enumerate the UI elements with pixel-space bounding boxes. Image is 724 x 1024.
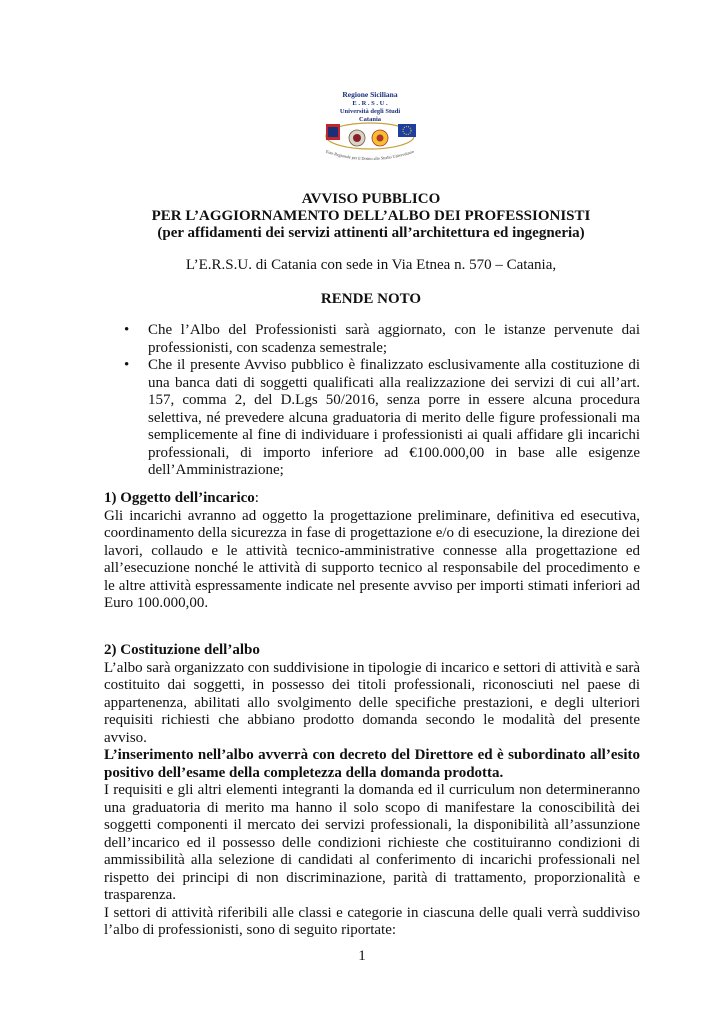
notice-title xyxy=(104,191,638,242)
title-line-2: PER L’AGGIORNAMENTO DELL’ALBO DEI PROFESSIONISTI xyxy=(151,208,591,224)
section-1-heading-row xyxy=(104,490,640,508)
logo-motto: Ente Regionale per il Diritto allo Studio Universitario xyxy=(325,148,415,162)
bullet-text: Che il presente Avviso pubblico è finalizzato esclusivamente alla costituzione di una banca dati di soggetti qualificati alla realizzazione dei servizi di cui all’art. 157, comma 2, del D.Lgs 50/2016, senza porre in essere alcuna procedura selettiva, né prevedere alcuna graduatoria di merito delle figure professionali ma semplicemente al fine di individuare i professionisti ai quali affidare gli incarichi professionali, di importo inferiore ad €100.000,00 in base alle esigenze dell’Amministrazione; xyxy=(148,357,640,478)
logo-line-1: Regione Siciliana xyxy=(342,90,398,99)
section-oggetto-incarico xyxy=(104,490,640,613)
section-2-paragraph-4: I settori di attività riferibili alle classi e categorie in ciascuna delle quali verrà suddiviso l’albo di professionisti, sono di seguito riportate: xyxy=(104,904,640,938)
logo-line-2: E . R . S . U . xyxy=(352,100,388,107)
title-line-3: (per affidamenti dei servizi attinenti all’architettura ed ingegneria) xyxy=(157,225,585,241)
section-2-paragraph-1: L’albo sarà organizzato con suddivisione in tipologie di incarico e settori di attività e sarà costituito dai soggetti, in possesso dei titoli professionali, riconosciuti nel paese di appartenenza, abilitati allo svolgimento delle specifiche prestazioni, e degli ulteriori requisiti richiesti che abbiano prodotto domanda secondo le modalità del presente avviso. xyxy=(104,659,640,746)
section-1-heading: 1) Oggetto dell’incarico xyxy=(104,490,255,506)
logo-line-4: Catania xyxy=(358,116,382,123)
intro-line: L’E.R.S.U. di Catania con sede in Via Etnea n. 570 – Catania, xyxy=(185,257,557,273)
page-number: 1 xyxy=(358,948,366,964)
bullet-item xyxy=(124,357,640,480)
rende-noto-heading: RENDE NOTO xyxy=(320,291,422,307)
bullet-item xyxy=(124,322,640,357)
region-shield-icon xyxy=(326,124,340,140)
logo-line-3: Università degli Studi xyxy=(339,108,401,115)
bullet-icon: • xyxy=(124,322,130,338)
section-1-body: Gli incarichi avranno ad oggetto la progettazione preliminare, definitiva ed esecutiva, coordinamento della sicurezza in fase di progettazione e/o di esecuzione, la direzione dei lavori, collaudo e le attività tecnico-amministrative connesse alla progettazione ed all’esecuzione nonché le attività di supporto tecnico al responsabile del procedimento e le altre attività espressamente indicate nel presente avviso per importi stimati inferiori ad Euro 100.000,00. xyxy=(104,507,640,611)
title-line-1: AVVISO PUBBLICO xyxy=(301,191,441,207)
bullet-text: Che l’Albo del Professionisti sarà aggiornato, con le istanze pervenute dai professionisti, con scadenza semestrale; xyxy=(148,322,640,356)
ersu-logo-graphic xyxy=(314,86,426,186)
eu-flag-icon xyxy=(398,124,416,137)
section-2-heading: 2) Costituzione dell’albo xyxy=(104,642,260,658)
ersu-logo xyxy=(314,86,426,186)
announcement-bullets xyxy=(124,322,640,480)
section-2-paragraph-bold: L’inserimento nell’albo avverrà con decreto del Direttore ed è subordinato all’esito positivo dell’esame della completezza della domanda prodotta. xyxy=(104,747,640,781)
section-1-heading-colon: : xyxy=(254,490,259,506)
section-2-paragraph-3: I requisiti e gli altri elementi integranti la domanda ed il curriculum non determineranno una graduatoria di merito ma hanno il solo scopo di manifestare la conoscibilità dei soggetti componenti il mercato dei servizi professionali, la disponibilità all’assunzione dell’incarico ed il possesso delle condizioni richieste che costituiranno condizioni di ammissibilità alla selezione di candidati al conferimento di incarichi professionali nel rispetto dei principi di non discriminazione, parità di trattamento, proporzionalità e trasparenza. xyxy=(104,782,640,903)
section-costituzione-albo xyxy=(104,642,640,940)
bullet-icon: • xyxy=(124,357,130,373)
